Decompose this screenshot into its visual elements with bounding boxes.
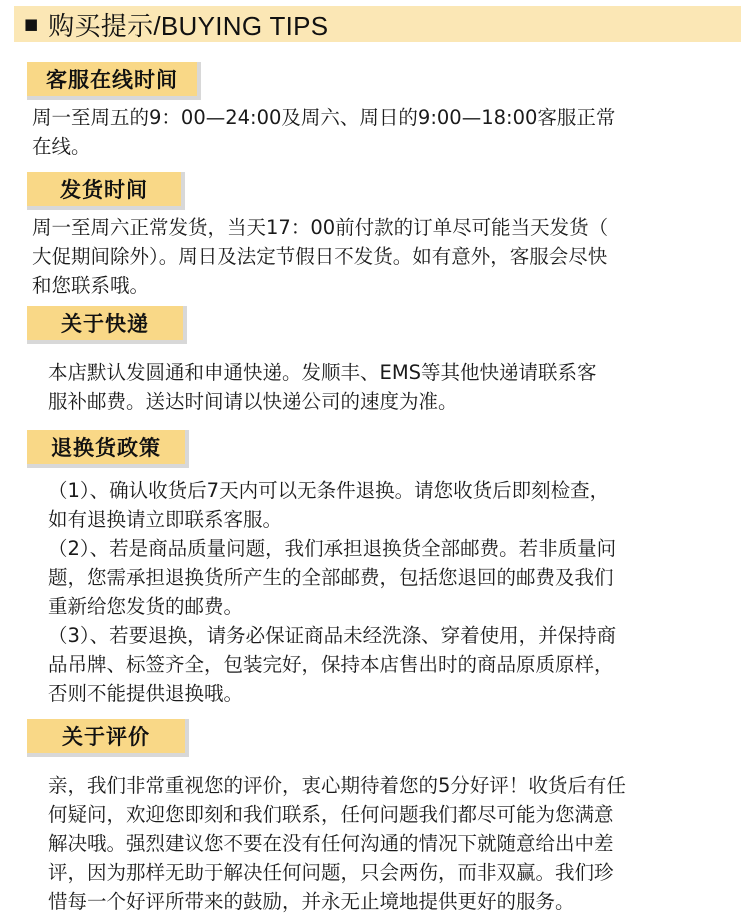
shipping-time-text [32, 213, 608, 300]
service-hours-text [32, 103, 615, 161]
text-line: 在线。 [32, 135, 91, 158]
text-line: 评，因为那样无助于解决任何问题，只会两伤，而非双赢。我们珍 [48, 861, 614, 884]
tips-banner [14, 6, 741, 42]
heading-about-reviews: 关于评价 [27, 719, 189, 757]
heading-about-delivery: 关于快递 [27, 306, 187, 344]
text-line: （1）、确认收货后7天内可以无条件退换。请您收货后即刻检查， [48, 479, 610, 502]
text-line: 品吊牌、标签齐全，包装完好，保持本店售出时的商品原质原样， [48, 653, 614, 676]
text-line: 解决哦。强烈建议您不要在没有任何沟通的情况下就随意给出中差 [48, 832, 614, 855]
text-line: 重新给您发货的邮费。 [48, 595, 244, 618]
square-bullet-icon: ■ [24, 15, 39, 33]
text-line: 如有退换请立即联系客服。 [48, 508, 283, 531]
text-line: 服补邮费。送达时间请以快递公司的速度为准。 [48, 390, 458, 413]
text-line: 周一至周六正常发货，当天17：00前付款的订单尽可能当天发货（ [32, 216, 609, 239]
text-line: 题，您需承担退换货所产生的全部邮费，包括您退回的邮费及我们 [48, 566, 614, 589]
heading-service-hours: 客服在线时间 [27, 62, 201, 100]
text-line: 大促期间除外）。周日及法定节假日不发货。如有意外，客服会尽快 [32, 245, 608, 268]
banner-title: 购买提示/BUYING TIPS [48, 10, 329, 41]
text-line: （3）、若要退换，请务必保证商品未经洗涤、穿着使用，并保持商 [48, 624, 617, 647]
text-line: 周一至周五的9：00—24:00及周六、周日的9:00—18:00客服正常 [32, 106, 616, 129]
text-line: 惜每一个好评所带来的鼓励，并永无止境地提供更好的服务。 [48, 890, 575, 913]
about-delivery-text [48, 358, 597, 416]
text-line: 和您联系哦。 [32, 274, 150, 297]
heading-shipping-time: 发货时间 [27, 172, 185, 210]
about-reviews-text [48, 771, 626, 916]
text-line: 亲，我们非常重视您的评价，衷心期待着您的5分好评！收货后有任 [48, 774, 626, 797]
text-line: 何疑问，欢迎您即刻和我们联系，任何问题我们都尽可能为您满意 [48, 803, 614, 826]
heading-return-policy: 退换货政策 [27, 430, 189, 468]
text-line: 否则不能提供退换哦。 [48, 682, 244, 705]
text-line: （2）、若是商品质量问题，我们承担退换货全部邮费。若非质量问 [48, 537, 617, 560]
return-policy-text [48, 476, 616, 708]
text-line: 本店默认发圆通和申通快递。发顺丰、EMS等其他快递请联系客 [48, 361, 597, 384]
